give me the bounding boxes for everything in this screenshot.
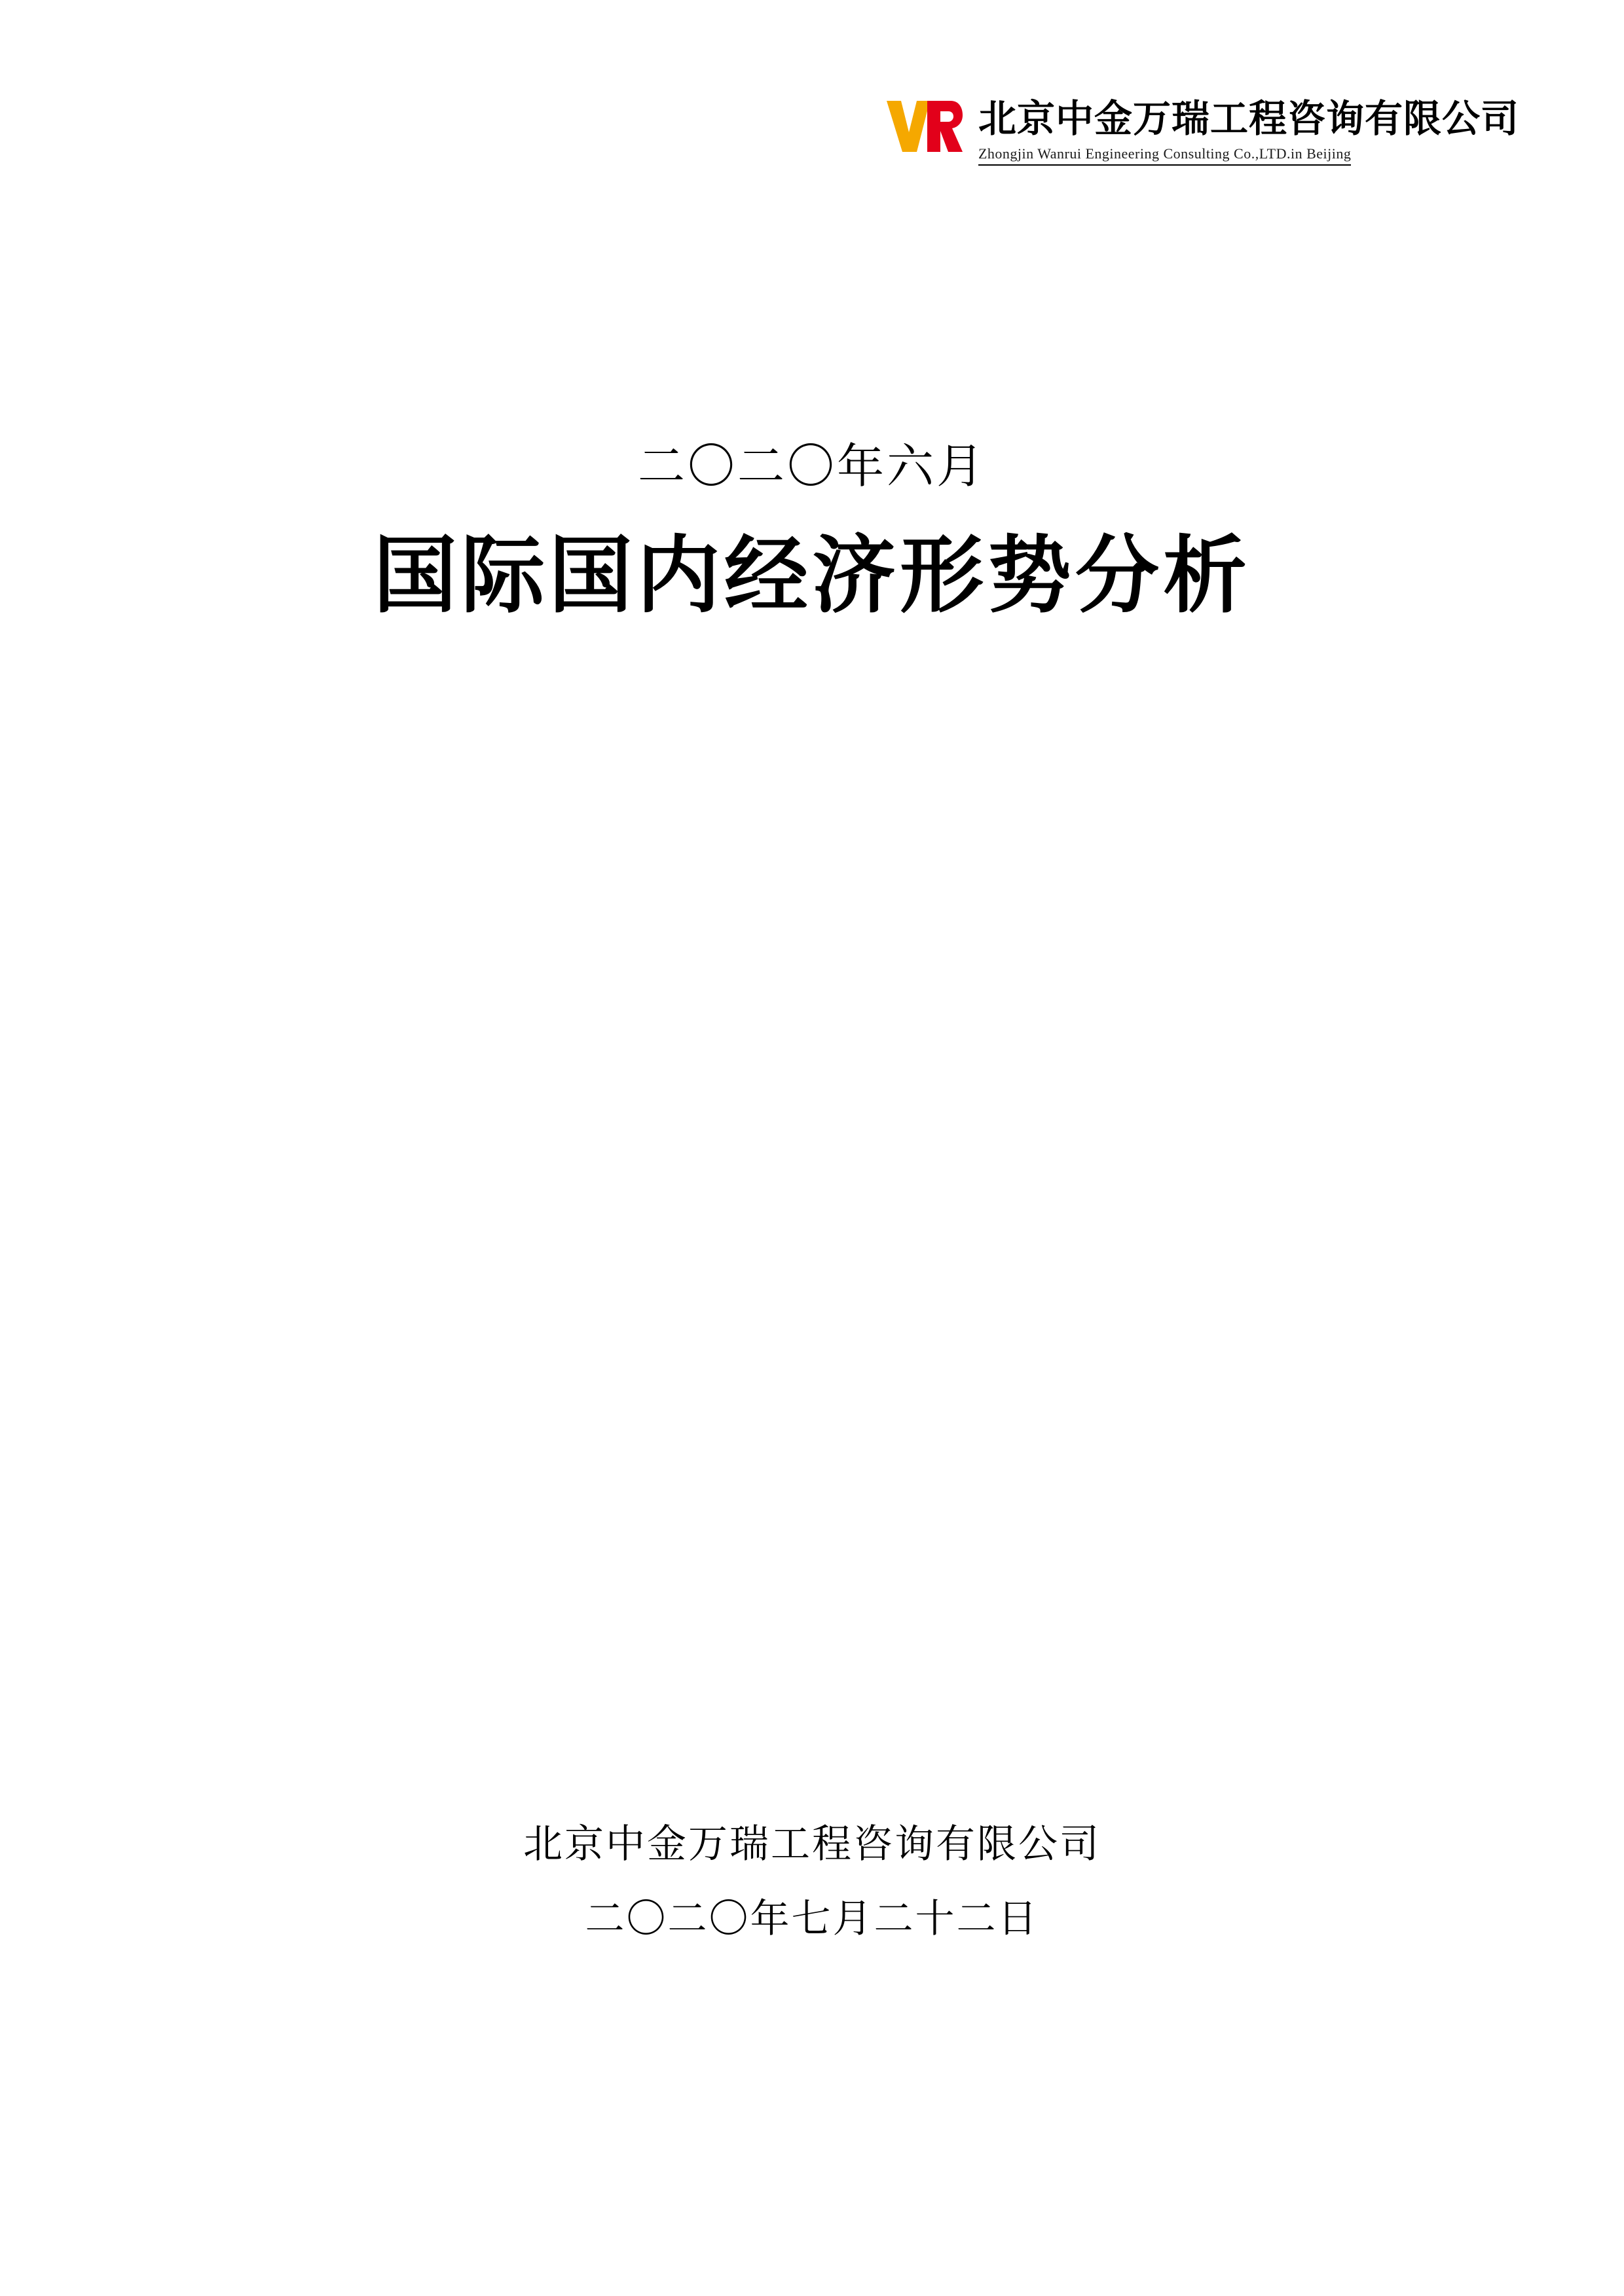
- title-block: [0, 439, 1624, 685]
- company-name-cn: 北京中金万瑞工程咨询有限公司: [978, 98, 1519, 140]
- wr-monogram-logo-icon: [885, 98, 964, 155]
- document-period: 二〇二〇年六月: [637, 441, 986, 493]
- letterhead: [885, 98, 1519, 166]
- company-identity: [978, 98, 1519, 166]
- signature-date: 二〇二〇年七月二十二日: [585, 1897, 1039, 1941]
- signature-block: [0, 1807, 1624, 1956]
- signature-organization: 北京中金万瑞工程咨询有限公司: [523, 1822, 1101, 1866]
- company-name-en: Zhongjin Wanrui Engineering Consulting Co.,LTD.in Beijing: [978, 146, 1351, 166]
- page-title: 国际国内经济形势分析: [373, 529, 1251, 623]
